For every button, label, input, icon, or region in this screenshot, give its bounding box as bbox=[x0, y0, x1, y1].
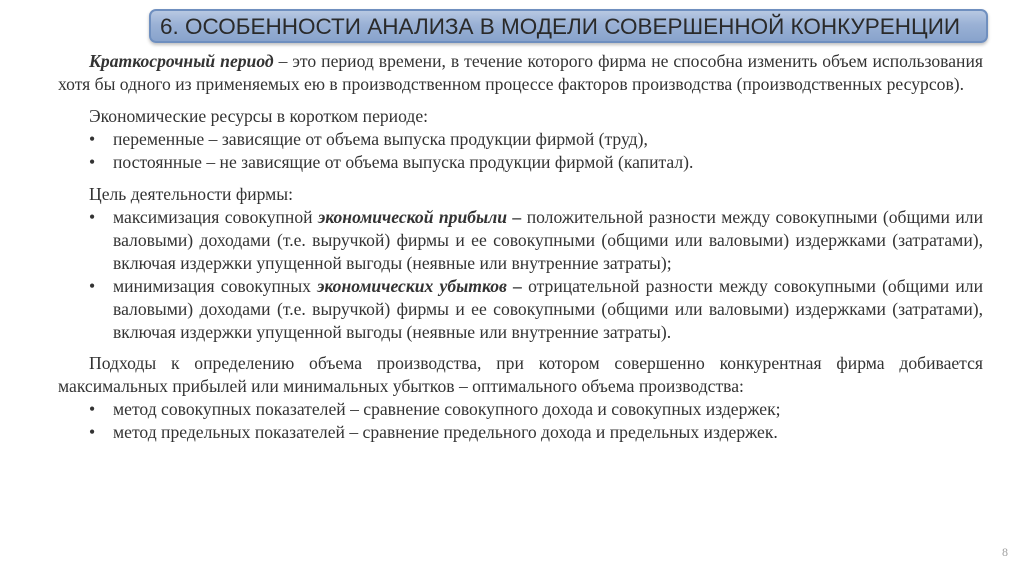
bullet-icon: • bbox=[89, 399, 96, 419]
slide-title-bar bbox=[149, 9, 988, 43]
list-item-text: метод совокупных показателей – сравнение совокупного дохода и совокупных издержек; bbox=[113, 399, 781, 419]
list-item bbox=[58, 206, 983, 275]
resources-heading: Экономические ресурсы в коротком периоде: bbox=[89, 106, 429, 126]
list-item bbox=[58, 275, 983, 344]
intro-definition: – это период времени, в течение которого фирма не способна изменить объем использования хотя бы одного из применяемых ею в производственном процессе факторов производства (производственных ресурсов). bbox=[58, 51, 983, 94]
goal-item-term: экономических убытков – bbox=[317, 276, 522, 296]
goal-item-lead: минимизация совокупных bbox=[113, 276, 318, 296]
goal-item-lead: максимизация совокупной bbox=[113, 207, 318, 227]
bullet-icon: • bbox=[89, 422, 96, 442]
bullet-icon: • bbox=[89, 129, 96, 149]
goal-item-rest: отрицательной разности между совокупными (общими или валовыми) доходами (т.е. выручкой) фирмы и ее совокупными (общими или валовыми) издержками (затратами), включая издержки упущенной выгоды (неявные или внутренние затраты). bbox=[113, 276, 983, 342]
bullet-icon: • bbox=[89, 152, 96, 172]
slide-title: 6. ОСОБЕННОСТИ АНАЛИЗА В МОДЕЛИ СОВЕРШЕННОЙ КОНКУРЕНЦИИ bbox=[160, 14, 961, 39]
goal-list bbox=[58, 206, 983, 344]
list-item bbox=[58, 421, 983, 444]
goal-item-rest: положительной разности между совокупными (общими или валовыми) доходами (т.е. выручкой) фирмы и ее совокупными (общими или валовыми) издержками (затратами), включая издержки упущенной выгоды (неявные или внутренние затраты); bbox=[113, 207, 983, 273]
intro-paragraph bbox=[58, 50, 983, 96]
list-item-text: переменные – зависящие от объема выпуска продукции фирмой (труд), bbox=[113, 129, 648, 149]
goal-item-term: экономической прибыли – bbox=[317, 207, 522, 227]
goal-heading: Цель деятельности фирмы: bbox=[89, 184, 294, 204]
slide-content bbox=[58, 50, 983, 444]
list-item-text: метод предельных показателей – сравнение предельного дохода и предельных издержек. bbox=[113, 422, 778, 442]
bullet-icon: • bbox=[89, 276, 96, 296]
resources-list bbox=[58, 128, 983, 174]
bullet-icon: • bbox=[89, 207, 96, 227]
list-item-text: постоянные – не зависящие от объема выпуска продукции фирмой (капитал). bbox=[113, 152, 694, 172]
intro-term: Краткосрочный период bbox=[89, 51, 274, 71]
list-item bbox=[58, 151, 983, 174]
list-item bbox=[58, 398, 983, 421]
approaches-paragraph: Подходы к определению объема производства, при котором совершенно конкурентная фирма добивается максимальных прибылей или минимальных убытков – оптимального объема производства: bbox=[58, 353, 983, 396]
page-number: 8 bbox=[1002, 545, 1008, 559]
list-item bbox=[58, 128, 983, 151]
approaches-list bbox=[58, 398, 983, 444]
